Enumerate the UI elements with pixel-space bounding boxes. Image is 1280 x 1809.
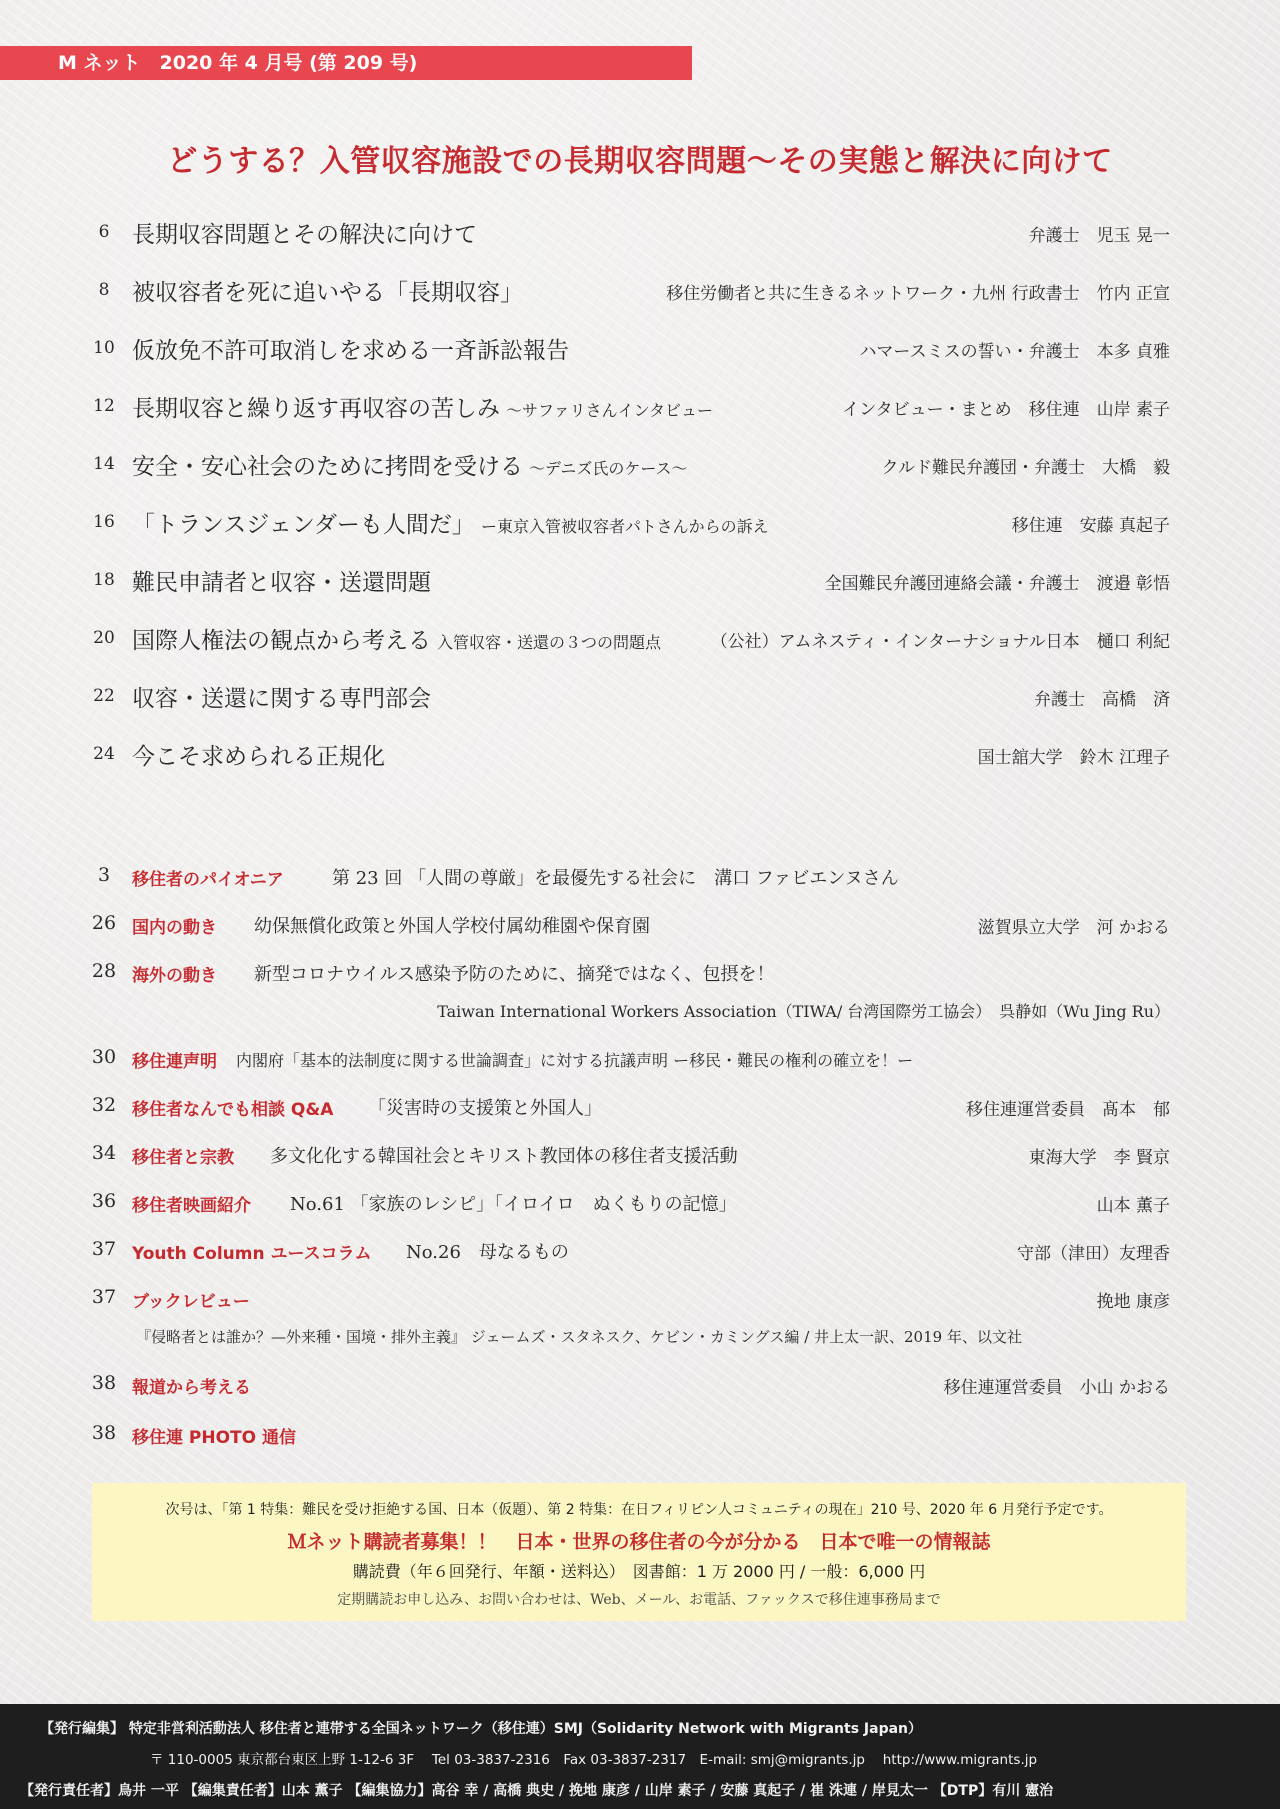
toc-row[interactable] [90, 620, 1170, 660]
column-text: 新型コロナウイルス感染予防のために、摘発ではなく、包摂を！ [254, 964, 775, 985]
article-subtitle: ー東京入管被収容者パトさんからの訴え [480, 517, 769, 536]
article-subtitle: 〜デニズ氏のケース〜 [529, 459, 688, 478]
column-category: 移住者と宗教 [132, 1148, 234, 1168]
article-title: 難民申請者と収容・送還問題 [132, 570, 431, 596]
column-row[interactable] [90, 1092, 1170, 1126]
article-author: 弁護士 児玉 晃一 [1028, 226, 1170, 246]
page-number: 12 [93, 396, 115, 416]
issue-header-bar: M ネット 2020 年 4 月号 (第 209 号) [0, 46, 692, 80]
credits-line: 【発行責任者】鳥井 一平 【編集責任者】山本 薫子 【編集協力】高谷 幸 / 高橋 典史 / 挽地 康彦 / 山岸 素子 / 安藤 真起子 / 崔 洙連 / 岸見太一 【DTP】有川 憲治 [20, 1783, 1054, 1799]
article-author: 全国難民弁護団連絡会議・弁護士 渡邉 彰悟 [824, 574, 1170, 594]
toc-row[interactable] [90, 678, 1170, 718]
column-text: 内閣府「基本的法制度に関する世論調査」に対する抗議声明 ー移民・難民の権利の確立を！ー [236, 1051, 914, 1070]
overseas-author-line: Taiwan International Workers Association（TIWA/ 台湾国際労工協会） 呉静如（Wu Jing Ru） [437, 1002, 1170, 1021]
article-author: 国士舘大学 鈴木 江理子 [977, 748, 1170, 768]
column-category: 移住者なんでも相談 Q&A [132, 1100, 334, 1120]
column-category: 移住者映画紹介 [132, 1196, 251, 1216]
page-number: 32 [91, 1094, 117, 1116]
column-author: 東海大学 李 賢京 [1028, 1148, 1170, 1168]
next-issue-text: 次号は、「第 1 特集：難民を受け拒絶する国、日本（仮題）、第 2 特集：在日フィリピン人コミュニティの現在」210 号、2020 年 6 月発行予定です。 [165, 1502, 1113, 1518]
column-category: Youth Column ユースコラム [132, 1244, 372, 1264]
article-author: ハマースミスの誓い・弁護士 本多 貞雅 [859, 342, 1170, 362]
page-number: 3 [97, 864, 111, 886]
column-row[interactable] [90, 1140, 1170, 1174]
subscription-price: 購読費（年６回発行、年額・送料込） 図書館：1 万 2000 円 / 一般：6,000 円 [352, 1562, 926, 1581]
toc-row[interactable] [90, 388, 1170, 428]
page-number: 37 [91, 1286, 117, 1308]
column-text: 第 23 回 「人間の尊厳」を最優先する社会に 溝口 ファビエンヌさん [332, 868, 899, 889]
page-number: 16 [93, 512, 115, 532]
page-number: 30 [91, 1046, 117, 1068]
column-author: 移住連運営委員 小山 かおる [943, 1378, 1170, 1398]
column-author: 移住連運営委員 髙本 郁 [966, 1100, 1170, 1120]
page-number: 26 [91, 912, 117, 934]
column-text: 「災害時の支援策と外国人」 [368, 1098, 602, 1119]
column-row[interactable] [90, 1236, 1170, 1270]
column-category: 移住者のパイオニア [132, 870, 284, 890]
article-title: 国際人権法の観点から考える 入管収容・送還の３つの問題点 [132, 628, 662, 654]
feature-title: どうする？入管収容施設での長期収容問題〜その実態と解決に向けて [167, 144, 1113, 179]
article-author: 移住労働者と共に生きるネットワーク・九州 行政書士 竹内 正宣 [666, 284, 1170, 304]
column-text: 多文化化する韓国社会とキリスト教団体の移住者支援活動 [270, 1146, 738, 1167]
page-number: 38 [91, 1422, 117, 1444]
column-row[interactable] [90, 1044, 1170, 1078]
column-row[interactable] [90, 910, 1170, 944]
column-author: 挽地 康彦 [1096, 1292, 1170, 1312]
page-number: 34 [91, 1142, 117, 1164]
toc-row[interactable] [90, 272, 1170, 312]
article-title: 被収容者を死に追いやる「長期収容」 [132, 280, 523, 306]
page-number: 8 [98, 280, 110, 300]
page-number: 18 [93, 570, 115, 590]
page-number: 20 [93, 628, 115, 648]
contact-line: 〒 110-0005 東京都台東区上野 1-12-6 3F Tel 03-3837-2316 Fax 03-3837-2317 E-mail: smj@migrants.jp http://www.migrants.jp [150, 1752, 1038, 1768]
book-review-line: 『侵略者とは誰か？—外来種・国境・排外主義』 ジェームズ・スタネスク、ケビン・カミングス編 / 井上太一訳、2019 年、以文社 [136, 1328, 1022, 1346]
article-author: クルド難民弁護団・弁護士 大橋 毅 [881, 458, 1170, 478]
column-row[interactable] [90, 1420, 1170, 1454]
page-number: 36 [91, 1190, 117, 1212]
page-number: 6 [98, 222, 110, 242]
page-number: 37 [91, 1238, 117, 1260]
column-text: 幼保無償化政策と外国人学校付属幼稚園や保育園 [254, 916, 650, 937]
column-row[interactable] [90, 1370, 1170, 1404]
article-title: 長期収容問題とその解決に向けて [132, 222, 477, 248]
publisher-footer [0, 1704, 1280, 1809]
column-row[interactable] [90, 958, 1170, 992]
article-author: インタビュー・まとめ 移住連 山岸 素子 [842, 400, 1170, 420]
column-category: 移住連 PHOTO 通信 [132, 1428, 297, 1448]
article-title: 「トランスジェンダーも人間だ」 ー東京入管被収容者パトさんからの訴え [132, 512, 769, 538]
column-author: 山本 薫子 [1096, 1196, 1170, 1216]
column-category: 海外の動き [132, 966, 217, 986]
toc-row[interactable] [90, 504, 1170, 544]
subscription-notice [92, 1483, 1186, 1621]
column-row[interactable] [90, 1188, 1170, 1222]
column-category: 報道から考える [132, 1378, 251, 1398]
toc-row[interactable] [90, 736, 1170, 776]
subscription-contact: 定期購読お申し込み、お問い合わせは、Web、メール、お電話、ファックスで移住連事務局まで [337, 1592, 941, 1608]
column-author: 滋賀県立大学 河 かおる [977, 918, 1170, 938]
toc-row[interactable] [90, 214, 1170, 254]
article-title: 今こそ求められる正規化 [132, 744, 385, 770]
article-author: 移住連 安藤 真起子 [1011, 516, 1170, 536]
page-number: 10 [93, 338, 115, 358]
column-category: ブックレビュー [132, 1292, 250, 1312]
article-title: 安全・安心社会のために拷問を受ける 〜デニズ氏のケース〜 [132, 454, 688, 480]
column-author: 守部（津田）友理香 [1017, 1244, 1170, 1264]
column-category: 移住連声明 [132, 1052, 217, 1072]
article-title: 仮放免不許可取消しを求める一斉訴訟報告 [132, 338, 569, 364]
article-subtitle: 入管収容・送還の３つの問題点 [437, 633, 662, 652]
toc-row[interactable] [90, 330, 1170, 370]
article-title: 長期収容と繰り返す再収容の苦しみ 〜サファリさんインタビュー [132, 396, 714, 422]
publisher-line: 【発行編集】 特定非営利活動法人 移住者と連帯する全国ネットワーク（移住連）SMJ（Solidarity Network with Migrants Japan） [40, 1721, 923, 1737]
subscription-headline: Ｍネット購読者募集！！ 日本・世界の移住者の今が分かる 日本で唯一の情報誌 [287, 1531, 991, 1553]
column-category: 国内の動き [132, 918, 217, 938]
page-number: 14 [93, 454, 115, 474]
article-title: 収容・送還に関する専門部会 [132, 686, 431, 712]
article-author: 弁護士 高橋 済 [1034, 690, 1170, 710]
page-number: 38 [91, 1372, 117, 1394]
page-number: 24 [93, 744, 115, 764]
page-number: 28 [91, 960, 117, 982]
article-subtitle: 〜サファリさんインタビュー [506, 401, 714, 420]
column-row[interactable] [90, 1284, 1170, 1318]
column-text: No.61 「家族のレシピ」「イロイロ ぬくもりの記憶」 [290, 1194, 737, 1215]
column-row[interactable] [90, 862, 1170, 896]
column-text: No.26 母なるもの [406, 1242, 569, 1263]
toc-row[interactable] [90, 446, 1170, 486]
article-author: （公社）アムネスティ・インターナショナル日本 樋口 利紀 [710, 632, 1170, 652]
page-number: 22 [93, 686, 115, 706]
toc-row[interactable] [90, 562, 1170, 602]
